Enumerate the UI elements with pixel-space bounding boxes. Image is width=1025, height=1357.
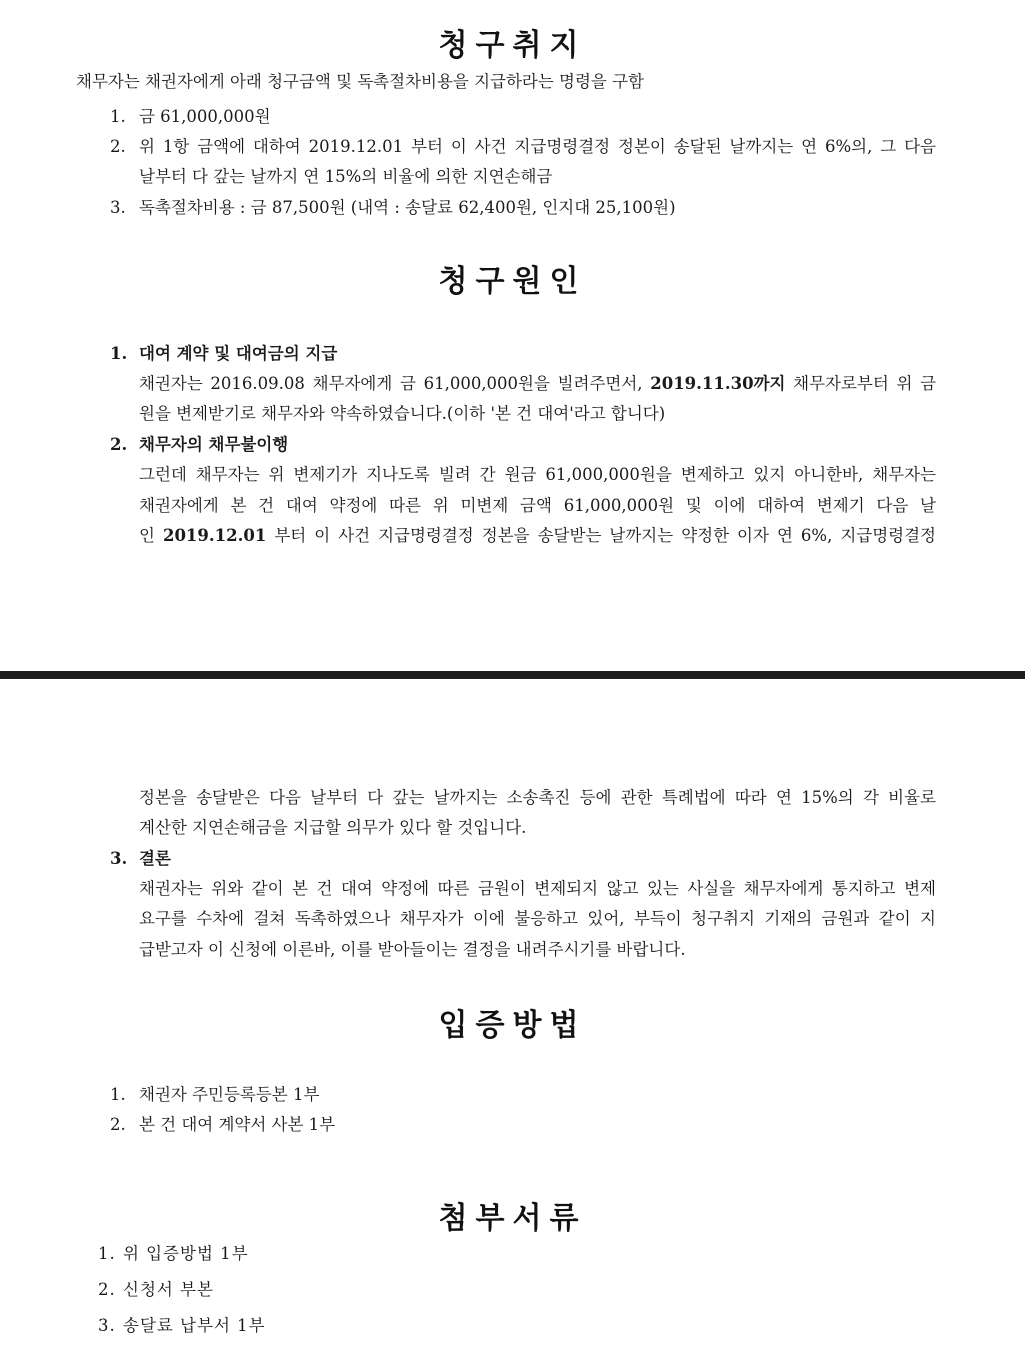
cause-paragraph-line: 채권자는 2016.09.08 채무자에게 금 61,000,000원을 빌려주면서, 2019.11.30까지 채무자로부터 위 금 (139, 374, 937, 393)
cause-paragraph-line: 그런데 채무자는 위 변제기가 지나도록 빌려 간 원금 61,000,000원을 변제하고 있지 아니한바, 채무자는 (139, 465, 936, 484)
evidence-item-number: 2. (110, 1115, 126, 1134)
cause-paragraph-line: 급받고자 이 신청에 이른바, 이를 받아들이는 결정을 내려주시기를 바랍니다. (139, 940, 686, 959)
cause-paragraph-line: 요구를 수차에 걸쳐 독촉하였으나 채무자가 이에 불응하고 있어, 부득이 청구취지 기재의 금원과 같이 지 (139, 909, 936, 928)
claim-purpose-title: 청구취지 (438, 28, 587, 63)
purpose-item-text: 금 61,000,000원 (139, 107, 271, 126)
purpose-item-text: 날부터 다 갚는 날까지 연 15%의 비율에 의한 지연손해금 (139, 167, 553, 186)
purpose-item-number: 2. (110, 137, 126, 156)
attachment-item-text: 신청서 부본 (123, 1280, 214, 1299)
cause-paragraph-line: 원을 변제받기로 채무자와 약속하였습니다.(이하 '본 건 대여'라고 합니다) (139, 404, 666, 423)
cause-paragraph-line: 계산한 지연손해금을 지급할 의무가 있다 할 것입니다. (139, 818, 527, 837)
cause-paragraph-line: 채권자는 위와 같이 본 건 대여 약정에 따른 금원이 변제되지 않고 있는 사실을 채무자에게 통지하고 변제 (139, 879, 936, 898)
purpose-item-text: 위 1항 금액에 대하여 2019.12.01 부터 이 사건 지급명령결정 정본이 송달된 날까지는 연 6%의, 그 다음 (139, 137, 936, 156)
cause-paragraph-line: 채권자에게 본 건 대여 약정에 따른 위 미변제 금액 61,000,000원 및 이에 대하여 변제기 다음 날 (139, 496, 936, 515)
cause-section-number: 2. (110, 435, 128, 454)
attachment-item-number: 2. (98, 1280, 116, 1299)
cause-section-number: 1. (110, 344, 128, 363)
attachment-item-text: 위 입증방법 1부 (123, 1244, 249, 1263)
cause-paragraph-line: 인 2019.12.01 부터 이 사건 지급명령결정 정본을 송달받는 날까지는 약정한 이자 연 6%, 지급명령결정 (139, 526, 936, 545)
evidence-item-text: 채권자 주민등록등본 1부 (139, 1085, 320, 1104)
cause-section-heading: 결론 (139, 849, 171, 868)
attachment-item-number: 3. (98, 1316, 116, 1335)
evidence-item-text: 본 건 대여 계약서 사본 1부 (139, 1115, 336, 1134)
cause-section-heading: 대여 계약 및 대여금의 지급 (139, 344, 338, 363)
cause-section-heading: 채무자의 채무불이행 (139, 435, 289, 454)
page-break-divider (0, 671, 1025, 679)
purpose-item-text: 독촉절차비용 : 금 87,500원 (내역 : 송달료 62,400원, 인지대 25,100원) (139, 198, 676, 217)
evidence-item-number: 1. (110, 1085, 126, 1104)
attachment-item-text: 송달료 납부서 1부 (123, 1316, 266, 1335)
claim-purpose-intro: 채무자는 채권자에게 아래 청구금액 및 독촉절차비용을 지급하라는 명령을 구함 (76, 72, 644, 91)
attachments-title: 첨부서류 (438, 1201, 587, 1236)
purpose-item-number: 3. (110, 198, 126, 217)
attachment-item-number: 1. (98, 1244, 116, 1263)
purpose-item-number: 1. (110, 107, 126, 126)
cause-section-number: 3. (110, 849, 128, 868)
evidence-title: 입증방법 (438, 1008, 587, 1043)
cause-paragraph-line: 정본을 송달받은 다음 날부터 다 갚는 날까지는 소송촉진 등에 관한 특례법에 따라 연 15%의 각 비율로 (139, 788, 936, 807)
claim-cause-title: 청구원인 (438, 264, 587, 299)
